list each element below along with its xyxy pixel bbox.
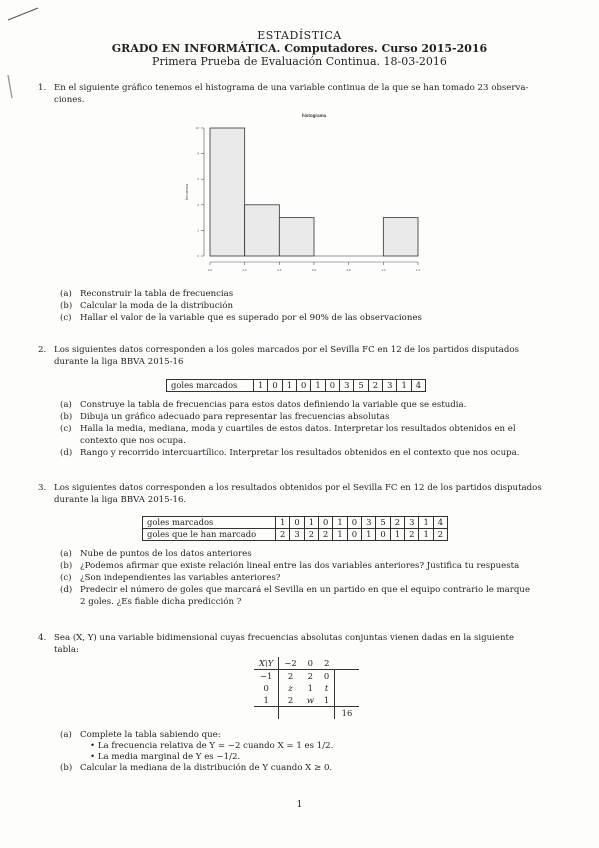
list-item: (b) Dibuja un gráfico adecuado para representar las frecuencias absolutas <box>60 412 390 422</box>
list-item: (c) Halla la media, mediana, moda y cuartiles de estos datos. Interpretar los resultados obtenidos en el <box>60 424 516 434</box>
y-tick-label: 4 <box>197 202 199 207</box>
table-total-row <box>254 707 359 720</box>
table-row-label: goles que le han marcado <box>143 529 276 541</box>
table-row-label: goles marcados <box>167 380 254 392</box>
x-tick-label: 0.6 <box>311 268 317 272</box>
table-cell: 2 <box>319 529 333 541</box>
row-header: 0 <box>254 682 279 694</box>
question-1-items <box>60 288 580 324</box>
table-cell: 1 <box>282 380 296 392</box>
page-number: 1 <box>296 800 303 810</box>
joint-frequency-table <box>254 657 359 719</box>
table-cell: 1 <box>333 517 347 529</box>
table-row <box>143 517 448 529</box>
table-cell: 0 <box>268 380 282 392</box>
x-tick-label: 0.2 <box>242 268 247 272</box>
table-cell: 1 <box>323 695 330 705</box>
y-tick-label: 6 <box>197 177 199 182</box>
table-cell: t <box>324 683 329 693</box>
table-cell: 1 <box>276 517 290 529</box>
row-header: −1 <box>254 670 279 683</box>
y-tick-label: 10 <box>195 126 199 130</box>
table-row-label: goles marcados <box>143 517 276 529</box>
table-cell: 1 <box>333 529 347 541</box>
header-exam: Primera Prueba de Evaluación Continua. 18-03-2016 <box>152 55 447 68</box>
question-text: durante la liga BBVA 2015-16. <box>54 495 187 505</box>
table-cell: 3 <box>340 380 354 392</box>
table-cell: 4 <box>411 380 425 392</box>
list-item: (a) Reconstruir la tabla de frecuencias <box>60 289 234 299</box>
question-text: durante la liga BBVA 2015-16 <box>54 357 184 367</box>
column-header: 0 <box>307 658 313 668</box>
table-total: 16 <box>335 707 359 720</box>
histogram-bar <box>279 218 314 256</box>
table-cell: 3 <box>362 517 376 529</box>
table-cell: 0 <box>347 529 361 541</box>
table-cell: 1 <box>304 517 318 529</box>
question-3 <box>38 482 573 506</box>
table-cell: 0 <box>347 517 361 529</box>
table-cell: 2 <box>276 529 290 541</box>
question-3-items <box>60 548 575 608</box>
table-header-row <box>254 657 359 670</box>
table-cell: 1 <box>307 683 313 693</box>
question-number: 4. <box>38 633 47 643</box>
table-row <box>254 694 359 707</box>
table-corner: X\Y <box>254 657 279 670</box>
y-tick-label: 8 <box>197 151 199 156</box>
question-text: Los siguientes datos corresponden a los resultados obtenidos por el Sevilla FC en 12 de los partidos disputados <box>54 483 542 493</box>
row-header: 1 <box>254 694 279 707</box>
y-tick-label: 2 <box>197 228 199 233</box>
goals-table <box>166 379 426 392</box>
column-header: 2 <box>324 658 330 668</box>
question-2 <box>38 344 573 368</box>
question-1 <box>38 82 568 106</box>
list-item-continuation: contexto que nos ocupa. <box>80 436 186 446</box>
bullet-item: • La media marginal de Y es −1/2. <box>90 752 241 762</box>
histogram-bar <box>210 128 245 256</box>
table-cell: 5 <box>354 380 368 392</box>
list-item: (d) Predecir el número de goles que marcará el Sevilla en un partido en que el equipo contrario le marque <box>60 585 531 595</box>
list-item: (a) Complete la tabla sabiendo que: <box>60 730 221 740</box>
list-item: (c) Hallar el valor de la variable que es superado por el 90% de las observaciones <box>60 313 422 323</box>
table-cell: 1 <box>254 380 268 392</box>
table-cell: 2 <box>287 671 294 681</box>
question-4 <box>38 632 573 656</box>
table-cell: 2 <box>368 380 382 392</box>
list-item: (a) Nube de puntos de los datos anteriores <box>60 549 252 559</box>
table-cell: 2 <box>405 529 419 541</box>
table-cell: 1 <box>362 529 376 541</box>
question-text: tabla: <box>54 645 79 655</box>
table-cell: 1 <box>397 380 411 392</box>
histogram-chart <box>180 108 440 276</box>
table-row <box>167 380 426 392</box>
list-item: (a) Construye la tabla de frecuencias para estos datos definiendo la variable que se estudia. <box>60 400 467 410</box>
table-cell: z <box>288 683 293 693</box>
table-cell: 0 <box>325 380 339 392</box>
histogram-bar <box>245 205 280 256</box>
y-tick-label: 0 <box>197 254 199 258</box>
table-cell: 2 <box>307 671 313 681</box>
x-tick-label: 0.0 <box>207 268 213 272</box>
question-2-items <box>60 399 575 459</box>
x-tick-label: 1.0 <box>381 268 386 272</box>
table-cell: 0 <box>323 671 330 681</box>
table-cell: 1 <box>311 380 325 392</box>
table-cell: 0 <box>297 380 311 392</box>
table-cell: 1 <box>419 517 433 529</box>
table-cell: 2 <box>433 529 447 541</box>
question-number: 3. <box>38 483 47 493</box>
header-degree: GRADO EN INFORMÁTICA. Computadores. Curso 2015-2016 <box>111 42 488 55</box>
x-tick-label: 1.2 <box>415 268 421 272</box>
question-number: 1. <box>38 83 47 93</box>
table-cell: 3 <box>290 529 304 541</box>
list-item: (b) Calcular la mediana de la distribución de Y cuando X ≥ 0. <box>60 763 333 773</box>
table-row <box>254 682 359 694</box>
list-item: (b) ¿Podemos afirmar que existe relación lineal entre las dos variables anteriores? Justifica tu respuesta <box>60 561 520 571</box>
table-cell: 0 <box>290 517 304 529</box>
list-item-continuation: 2 goles. ¿Es fiable dicha predicción ? <box>80 597 242 607</box>
table-cell: 2 <box>390 517 404 529</box>
x-tick-label: 0.8 <box>346 268 351 272</box>
table-cell: 4 <box>433 517 447 529</box>
list-item: (d) Rango y recorrido intercuartílico. Interpretar los resultados obtenidos en el contexto que nos ocupa. <box>60 448 520 458</box>
bullet-item: • La frecuencia relativa de Y = −2 cuando X = 1 es 1/2. <box>90 741 334 751</box>
table-cell: 2 <box>304 529 318 541</box>
question-text: En el siguiente gráfico tenemos el histograma de una variable continua de la que se han tomado 23 observa- <box>54 83 529 93</box>
header-subject: ESTADÍSTICA <box>257 29 342 42</box>
table-cell: 3 <box>405 517 419 529</box>
question-text: ciones. <box>54 95 85 105</box>
table-row <box>143 529 448 541</box>
table-cell: w <box>306 695 314 705</box>
list-item: (b) Calcular la moda de la distribución <box>60 301 233 311</box>
question-4-items <box>60 730 575 774</box>
table-cell: 0 <box>319 517 333 529</box>
histogram-bar <box>383 218 418 256</box>
list-item: (c) ¿Son independientes las variables anteriores? <box>60 573 281 583</box>
table-cell: 3 <box>383 380 397 392</box>
question-number: 2. <box>38 345 47 355</box>
results-table <box>142 516 448 541</box>
question-text: Los siguientes datos corresponden a los goles marcados por el Sevilla FC en 12 de los partidos disputados <box>54 345 519 355</box>
chart-title: histograma <box>301 113 327 118</box>
x-tick-label: 0.4 <box>277 268 282 272</box>
table-cell: 5 <box>376 517 390 529</box>
table-cell: 1 <box>419 529 433 541</box>
column-header: −2 <box>284 658 297 668</box>
table-cell: 2 <box>287 695 294 705</box>
question-text: Sea (X, Y) una variable bidimensional cuyas frecuencias absolutas conjuntas vienen dadas en la siguiente <box>54 633 515 643</box>
table-cell: 0 <box>376 529 390 541</box>
table-cell: 1 <box>390 529 404 541</box>
y-axis-label: frecuencia <box>185 183 189 201</box>
table-row <box>254 670 359 683</box>
